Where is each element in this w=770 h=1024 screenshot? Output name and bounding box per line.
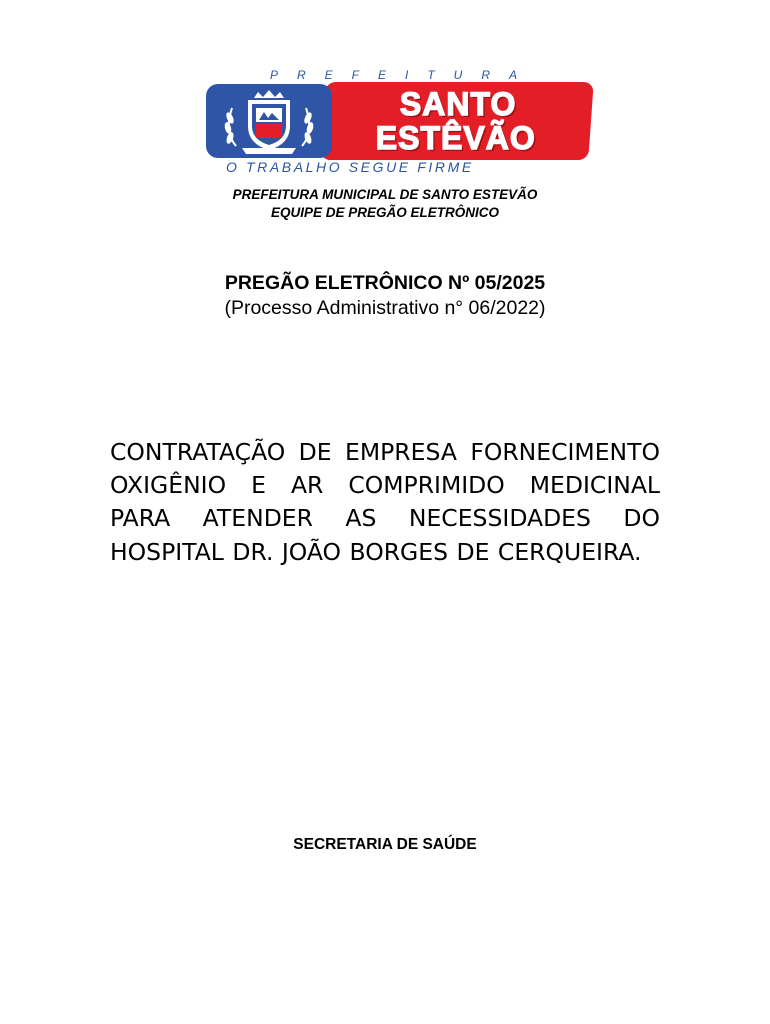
logo-prefeitura-text: PREFEITURA <box>270 68 537 82</box>
logo-city-name-box <box>320 82 593 160</box>
coat-of-arms-box <box>206 84 332 158</box>
coat-of-arms-icon <box>206 84 332 158</box>
prefeitura-logo <box>200 66 600 178</box>
document-title: PREGÃO ELETRÔNICO Nº 05/2025 <box>224 272 546 294</box>
logo-slogan: O TRABALHO SEGUE FIRME <box>226 159 474 175</box>
logo-city-name-line2: ESTÊVÃO <box>375 120 536 156</box>
document-subtitle: (Processo Administrativo n° 06/2022) <box>224 297 546 319</box>
logo-city-name-line1: SANTO <box>399 86 517 122</box>
department-footer: SECRETARIA DE SAÚDE <box>293 836 477 853</box>
header-municipality: PREFEITURA MUNICIPAL DE SANTO ESTEVÃO <box>232 187 538 202</box>
header-team: EQUIPE DE PREGÃO ELETRÔNICO <box>270 205 500 220</box>
object-description: CONTRATAÇÃO DE EMPRESA FORNECIMENTO OXIGÊNIO E AR COMPRIMIDO MEDICINAL PARA ATENDER AS NECESSIDADES DO HOSPITAL DR. JOÃO BORGES DE CERQUEIRA. <box>110 438 660 566</box>
